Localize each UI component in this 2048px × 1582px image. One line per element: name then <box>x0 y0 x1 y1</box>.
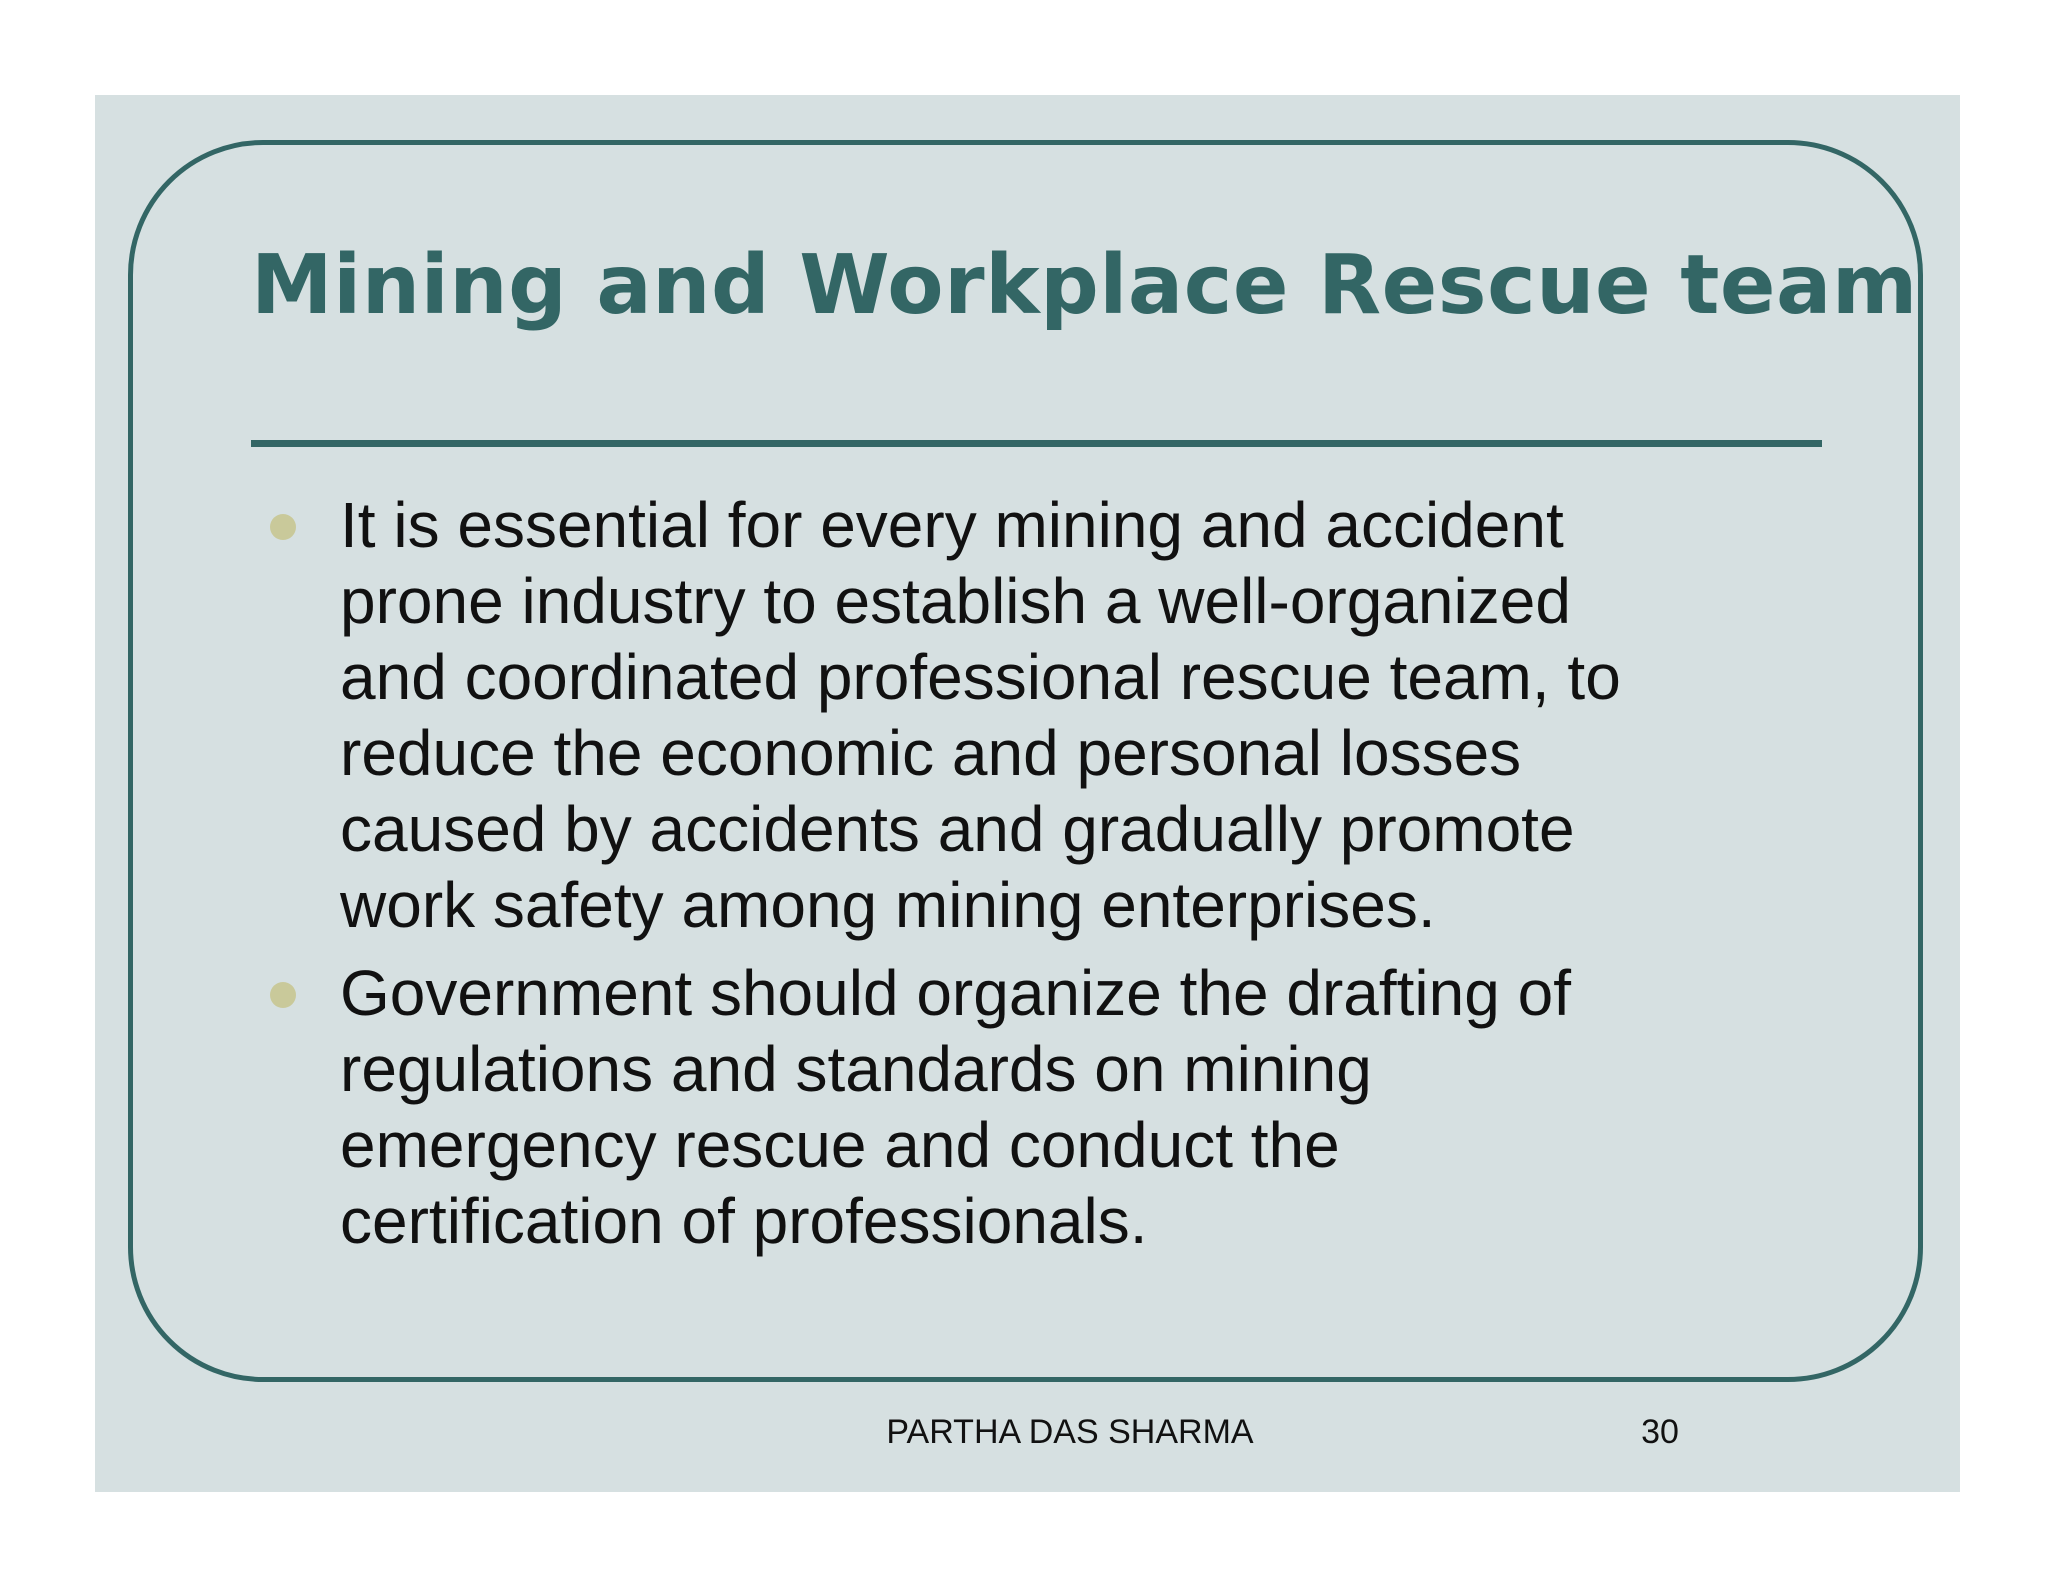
bullet-line: emergency rescue and conduct the <box>340 1109 1340 1181</box>
bullet-line: regulations and standards on mining <box>340 1033 1372 1105</box>
bullet-line: Government should organize the drafting of <box>340 957 1571 1029</box>
bullet-line: prone industry to establish a well-organized <box>340 565 1571 637</box>
slide-title: Mining and Workplace Rescue team <box>251 238 1918 333</box>
bullet-line: caused by accidents and gradually promote <box>340 793 1575 865</box>
title-divider <box>251 440 1822 447</box>
bullet-item <box>268 955 1808 1259</box>
bullet-line: reduce the economic and personal losses <box>340 717 1522 789</box>
bullet-line: It is essential for every mining and accident <box>340 489 1564 561</box>
bullet-item <box>268 487 1808 943</box>
bullet-line: work safety among mining enterprises. <box>340 869 1436 941</box>
bullet-list <box>268 487 1808 1271</box>
bullet-line: certification of professionals. <box>340 1185 1148 1257</box>
bullet-dot-icon <box>270 514 296 540</box>
footer-author: PARTHA DAS SHARMA <box>886 1413 1254 1451</box>
page-number: 30 <box>1641 1413 1679 1451</box>
bullet-line: and coordinated professional rescue team, to <box>340 641 1621 713</box>
bullet-dot-icon <box>270 982 296 1008</box>
